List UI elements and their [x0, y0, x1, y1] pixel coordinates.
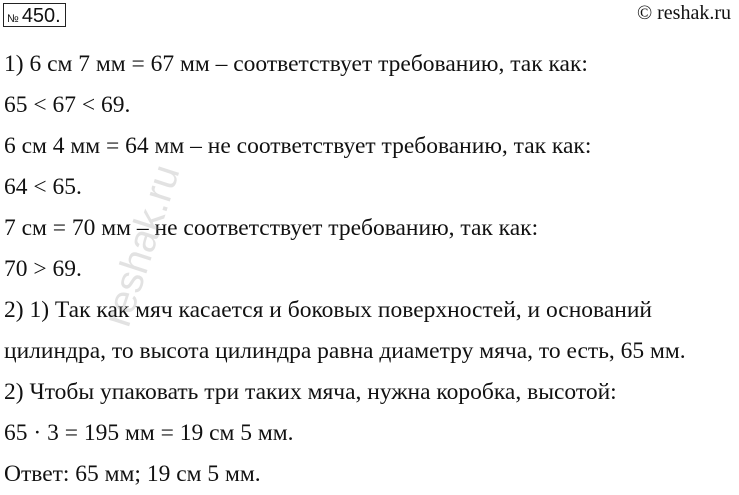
- solution-line-2: 65 < 67 < 69.: [4, 92, 131, 118]
- solution-line-1: 1) 6 см 7 мм = 67 мм – соответствует требованию, так как:: [4, 51, 588, 77]
- problem-number: 450.: [21, 5, 61, 27]
- solution-line-5: 7 см = 70 мм – не соответствует требованию, так как:: [4, 215, 539, 241]
- site-copyright: © reshak.ru: [636, 2, 731, 24]
- diagonal-watermark: reshak.ru: [95, 159, 189, 332]
- number-sign: №: [7, 13, 19, 25]
- solution-line-4: 64 < 65.: [4, 174, 82, 200]
- solution-line-8: цилиндра, то высота цилиндра равна диаметру мяча, то есть, 65 мм.: [4, 338, 686, 364]
- answer-line: Ответ: 65 мм; 19 см 5 мм.: [4, 461, 261, 487]
- solution-line-9: 2) Чтобы упаковать три таких мяча, нужна коробка, высотой:: [4, 379, 617, 405]
- solution-line-7: 2) 1) Так как мяч касается и боковых поверхностей, и оснований: [4, 297, 653, 323]
- solution-text: [4, 44, 739, 495]
- problem-number-badge: [3, 3, 66, 27]
- solution-line-6: 70 > 69.: [4, 256, 82, 282]
- solution-line-10: 65 · 3 = 195 мм = 19 см 5 мм.: [4, 420, 294, 446]
- solution-line-3: 6 см 4 мм = 64 мм – не соответствует требованию, так как:: [4, 133, 592, 159]
